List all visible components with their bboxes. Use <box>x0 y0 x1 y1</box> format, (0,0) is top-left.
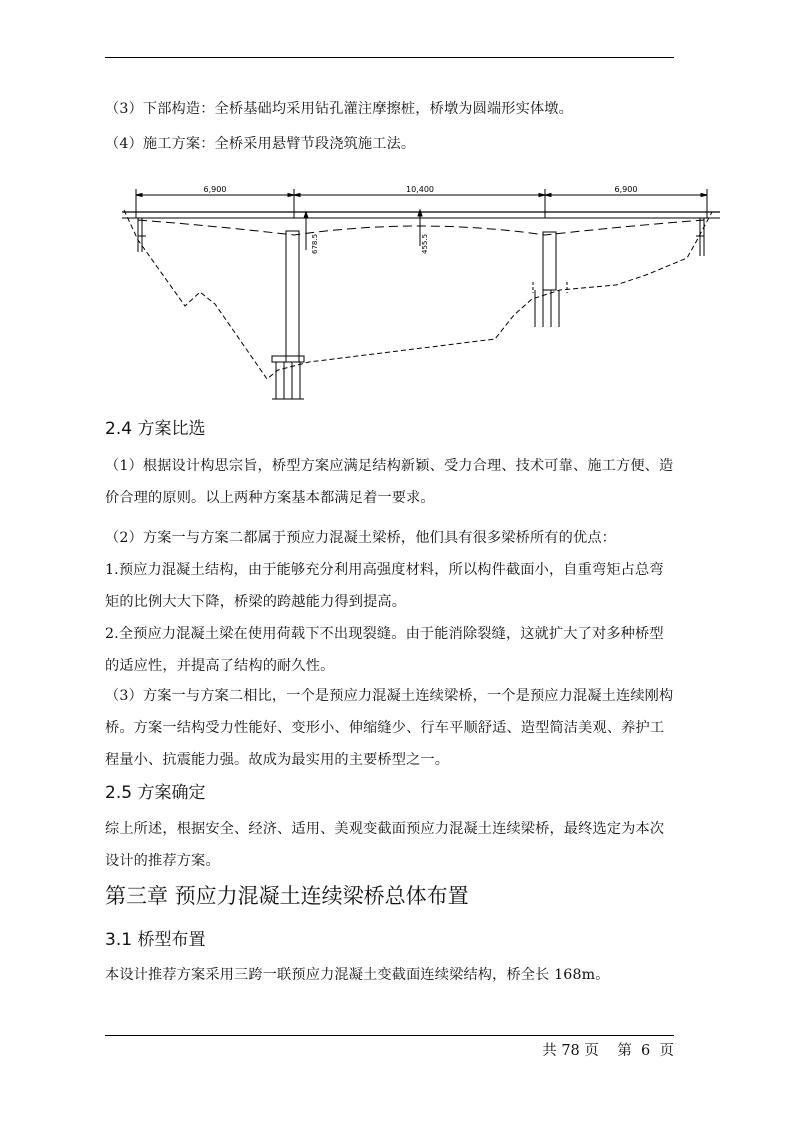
bridge-elevation-figure <box>112 182 724 404</box>
current-page: 第 6 页 <box>617 1043 674 1059</box>
pier-dimension-label: 678.5 <box>311 233 319 254</box>
heading-3-1: 3.1 桥型布置 <box>105 930 206 950</box>
page-footer <box>542 1040 674 1062</box>
left-abutment <box>138 218 146 252</box>
span-label-left: 6,900 <box>203 185 227 194</box>
span-label-right: 6,900 <box>614 185 638 194</box>
girder-soffit <box>138 220 704 235</box>
paragraph-2-4-4: 2.全预应力混凝土梁在使用荷载下不出现裂缝。由于能消除裂缝，这就扩大了对多种桥型的适应性，并提高了结构的耐久性。 <box>105 626 664 674</box>
ground-profile <box>124 210 712 379</box>
paragraph-construction-method: （4）施工方案：全桥采用悬臂节段浇筑施工法。 <box>105 136 416 152</box>
paragraph-2-4-5: （3）方案一与方案二相比，一个是预应力混凝土连续梁桥，一个是预应力混凝土连续刚构桥。方案一结构受力性能好、变形小、伸缩缝少、行车平顺舒适、造型简洁美观、养护工程量小、抗震能力强。故成为最实用的主要桥型之一。 <box>105 688 674 768</box>
paragraph-2-4-1: （1）根据设计构思宗旨，桥型方案应满足结构新颖、受力合理、技术可靠、施工方便、造价合理的原则。以上两种方案基本都满足着一要求。 <box>105 458 674 506</box>
right-abutment <box>696 218 704 256</box>
paragraph-substructure: （3）下部构造：全桥基础均采用钻孔灌注摩擦桩，桥墩为圆端形实体墩。 <box>105 101 573 117</box>
total-pages: 共 78 页 <box>542 1043 599 1059</box>
heading-2-4: 2.4 方案比选 <box>105 419 206 439</box>
paragraph-2-4-3: 1.预应力混凝土结构，由于能够充分利用高强度材料，所以构件截面小，自重弯矩占总弯矩的比例大大下降，桥梁的跨越能力得到提高。 <box>105 562 664 610</box>
chapter-3-title: 第三章 预应力混凝土连续梁桥总体布置 <box>105 884 469 908</box>
span-label-mid: 10,400 <box>406 185 434 194</box>
right-pier <box>543 232 556 290</box>
heading-2-5: 2.5 方案确定 <box>105 783 206 803</box>
left-pier <box>286 231 299 362</box>
mid-dimension-label: 455.5 <box>421 233 429 254</box>
paragraph-3-1-1: 本设计推荐方案采用三跨一联预应力混凝土变截面连续梁结构，桥全长 168m。 <box>105 967 610 983</box>
header-rule <box>105 57 674 58</box>
paragraph-2-5-1: 综上所述，根据安全、经济、适用、美观变截面预应力混凝土连续梁桥，最终选定为本次设计的推荐方案。 <box>105 821 665 869</box>
paragraph-2-4-2: （2）方案一与方案二都属于预应力混凝土梁桥，他们具有很多梁桥所有的优点： <box>105 530 616 546</box>
footer-rule <box>105 1035 674 1036</box>
